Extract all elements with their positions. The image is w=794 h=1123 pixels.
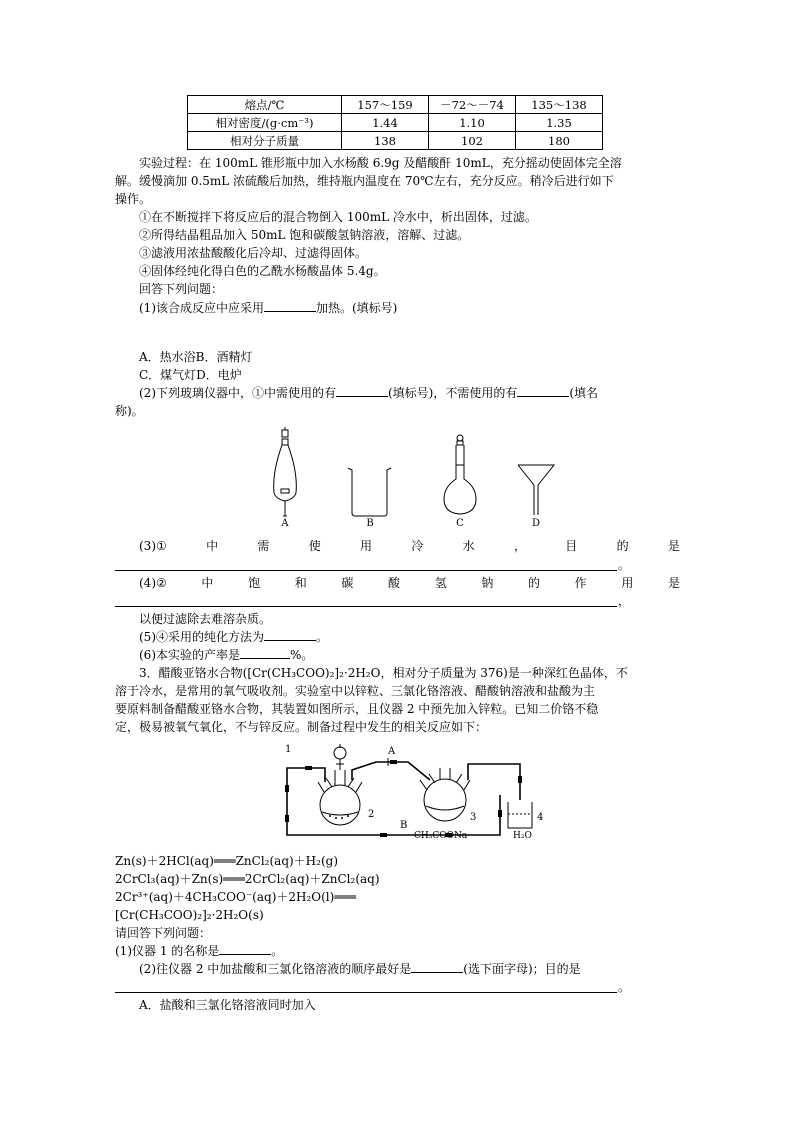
answer-line[interactable] xyxy=(115,992,617,993)
q4-tail: 以便过滤除去难溶杂质。 xyxy=(139,612,272,626)
process-step-1: ①在不断搅拌下将反应后的混合物倒入 100mL 冷水中，析出固体，过滤。 xyxy=(139,210,537,224)
answer-line[interactable] xyxy=(115,570,617,571)
process-line-2: 解。缓慢滴加 0.5mL 浓硫酸后加热，维持瓶内温度在 70℃左右，充分反应。稍冷后进行如下 xyxy=(115,174,614,188)
p3-question-1 xyxy=(115,942,283,960)
label-a: A xyxy=(281,518,289,529)
q6-text: (6)本实验的产率是 xyxy=(139,648,240,662)
funnel-icon xyxy=(518,465,554,515)
q4-end: ， xyxy=(618,594,631,608)
q1-text-post: 加热。(填标号) xyxy=(316,301,398,315)
q2-text: (2)下列玻璃仪器中，①中需使用的有 xyxy=(139,386,336,400)
answer-blank[interactable] xyxy=(517,384,569,397)
p3q2-end: 。 xyxy=(618,980,631,994)
reaction-2: 2CrCl₃(aq)＋Zn(s)═══2CrCl₂(aq)＋ZnCl₂(aq) xyxy=(115,872,380,886)
label-c: C xyxy=(456,518,464,529)
label-d: D xyxy=(531,518,541,529)
answer-blank[interactable] xyxy=(336,384,388,397)
row-label: 相对分子质量 xyxy=(188,132,342,150)
question-1 xyxy=(139,299,397,317)
process-step-3: ③滤液用浓盐酸酸化后冷却、过滤得固体。 xyxy=(139,246,368,260)
row-label: 熔点/℃ xyxy=(188,96,342,114)
process-line-3: 操作。 xyxy=(115,192,152,206)
q5-text: (5)④采用的纯化方法为 xyxy=(139,630,264,644)
table-cell: 102 xyxy=(429,132,516,150)
separatory-funnel-icon xyxy=(274,427,297,516)
q2-text-post: (填名 xyxy=(569,386,599,400)
q4-char: 酸 xyxy=(388,576,401,590)
q4-char: 和 xyxy=(294,576,307,590)
label-2: 2 xyxy=(368,809,375,820)
label-clamp-a: A xyxy=(388,746,396,757)
q3-char: 中 xyxy=(206,539,219,553)
p3-line-4: 定，极易被氧气氧化，不与锌反应。制备过程中发生的相关反应如下： xyxy=(115,720,488,734)
q4-char: 碳 xyxy=(341,576,354,590)
q4-char: 是 xyxy=(667,576,680,590)
q4-char: 钠 xyxy=(481,576,494,590)
q3-end: 。 xyxy=(618,558,631,572)
dropping-funnel-1 xyxy=(334,744,346,770)
question-4 xyxy=(139,574,680,592)
q3-char: 是 xyxy=(667,539,680,553)
question-6 xyxy=(139,646,313,664)
process-step-2: ②所得结晶粗品加入 50mL 饱和碳酸氢钠溶液，溶解、过滤。 xyxy=(139,228,470,242)
q3-char: 目 xyxy=(565,539,578,553)
table-row xyxy=(188,114,603,132)
label-b: B xyxy=(366,518,374,529)
label-ch3coona: CH₃COONa xyxy=(414,831,468,841)
table-cell: －72～－74 xyxy=(429,96,516,114)
q4-char: 饱 xyxy=(248,576,261,590)
beaker-icon xyxy=(348,468,391,516)
reaction-apparatus-figure xyxy=(280,740,550,845)
q1-options-ab: A．热水浴B．酒精灯 xyxy=(139,350,253,364)
label-clamp-b: B xyxy=(400,820,408,831)
volumetric-flask-icon xyxy=(444,435,476,514)
table-row xyxy=(188,96,603,114)
table-cell: 180 xyxy=(516,132,603,150)
table-row xyxy=(188,132,603,150)
q1-text: (1)该合成反应中应采用 xyxy=(139,301,264,315)
p3-question-2 xyxy=(139,960,581,978)
process-step-4: ④固体经纯化得白色的乙酰水杨酸晶体 5.4g。 xyxy=(139,264,386,278)
p3q1-text-post: 。 xyxy=(271,944,284,958)
q3-char: 冷 xyxy=(411,539,424,553)
q1-options-cd: C．煤气灯D．电炉 xyxy=(139,368,242,382)
p3q1-text: (1)仪器 1 的名称是 xyxy=(115,944,220,958)
q5-text-post: 。 xyxy=(316,630,329,644)
p3-line-1: 3．醋酸亚铬水合物([Cr(CH₃COO)₂]₂·2H₂O，相对分子质量为 376)是一种深红色晶体，不 xyxy=(139,666,628,680)
label-h2o: H₂O xyxy=(513,831,532,841)
q4-char: 中 xyxy=(201,576,214,590)
p3q2-text-post: (选下面字母)；目的是 xyxy=(463,962,581,976)
table-cell: 135～138 xyxy=(516,96,603,114)
q4-char: 用 xyxy=(621,576,634,590)
table-cell: 1.10 xyxy=(429,114,516,132)
answer-line[interactable] xyxy=(115,606,617,607)
q6-text-post: %。 xyxy=(290,648,314,662)
q3-char: 用 xyxy=(360,539,373,553)
glassware-figure xyxy=(260,425,560,533)
q3-char: 的 xyxy=(616,539,629,553)
q3-char: 水 xyxy=(462,539,475,553)
answer-blank[interactable] xyxy=(264,628,316,641)
answer-blank[interactable] xyxy=(411,960,463,973)
row-label: 相对密度/(g·cm⁻³) xyxy=(188,114,342,132)
q3-char: 需 xyxy=(257,539,270,553)
zinc-granules xyxy=(329,815,349,819)
process-line-1: 实验过程：在 100mL 锥形瓶中加入水杨酸 6.9g 及醋酸酐 10mL，充分摇动使固体完全溶 xyxy=(139,156,622,170)
table-cell: 1.44 xyxy=(342,114,429,132)
q4-char: 氢 xyxy=(434,576,447,590)
table-cell: 157～159 xyxy=(342,96,429,114)
q4-char: (4)② xyxy=(139,576,167,590)
q3-char: 使 xyxy=(308,539,321,553)
reaction-3-product: [Cr(CH₃COO)₂]₂·2H₂O(s) xyxy=(115,908,264,922)
table-cell: 138 xyxy=(342,132,429,150)
q4-char: 的 xyxy=(528,576,541,590)
label-3: 3 xyxy=(470,812,477,823)
q2-tail: 称)。 xyxy=(115,404,144,418)
q3-char: ， xyxy=(513,539,526,553)
beaker-4 xyxy=(508,802,532,828)
answer-blank[interactable] xyxy=(264,299,316,312)
p3-answer-prompt: 请回答下列问题： xyxy=(115,926,212,940)
p3q2-text: (2)往仪器 2 中加盐酸和三氯化铬溶液的顺序最好是 xyxy=(139,962,412,976)
p3-line-2: 溶于冷水，是常用的氧气吸收剂。实验室中以锌粒、三氯化铬溶液、醋酸钠溶液和盐酸为主 xyxy=(115,684,596,698)
question-5 xyxy=(139,628,328,646)
reaction-3: 2Cr³⁺(aq)＋4CH₃COO⁻(aq)＋2H₂O(l)═══ xyxy=(115,890,357,904)
p3q2-option-a: A．盐酸和三氯化铬溶液同时加入 xyxy=(139,998,316,1012)
answer-prompt: 回答下列问题： xyxy=(139,282,224,296)
reaction-1: Zn(s)＋2HCl(aq)═══ZnCl₂(aq)＋H₂(g) xyxy=(115,854,338,868)
label-4: 4 xyxy=(537,812,544,823)
q2-text-mid: (填标号)，不需使用的有 xyxy=(388,386,518,400)
answer-blank[interactable] xyxy=(240,646,290,659)
q4-char: 作 xyxy=(574,576,587,590)
three-neck-flask-3 xyxy=(420,768,470,821)
label-1: 1 xyxy=(285,744,292,755)
question-3 xyxy=(139,537,680,555)
q3-char: (3)① xyxy=(139,539,167,553)
properties-table xyxy=(187,95,603,150)
answer-blank[interactable] xyxy=(219,942,271,955)
table-cell: 1.35 xyxy=(516,114,603,132)
p3-line-3: 要原料制备醋酸亚铬水合物，其装置如图所示，且仪器 2 中预先加入锌粒。已知二价铬不稳 xyxy=(115,702,599,716)
question-2 xyxy=(139,384,598,402)
